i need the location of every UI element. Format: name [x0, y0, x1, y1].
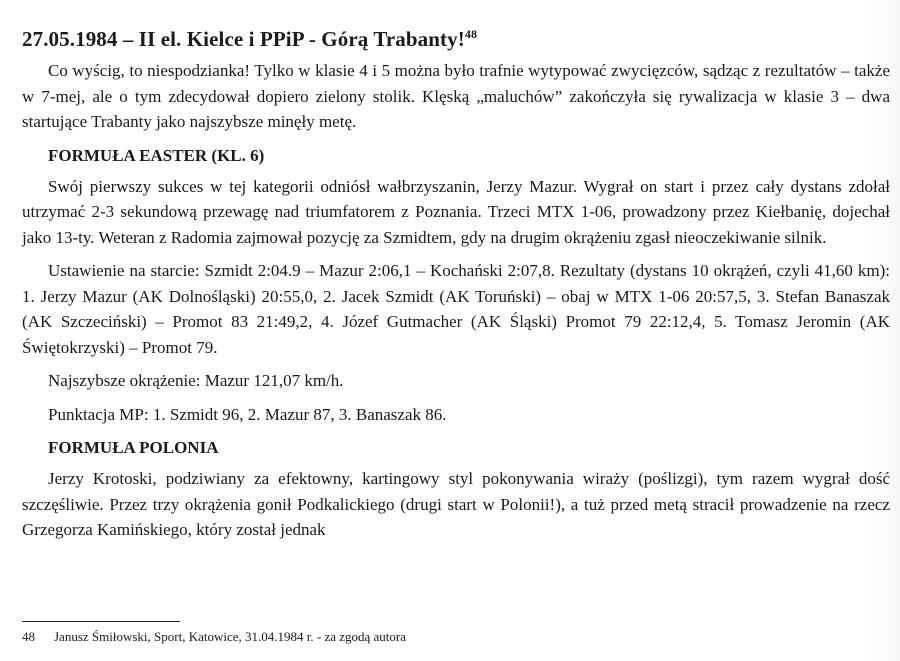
easter-paragraph-fastest-lap: Najszybsze okrążenie: Mazur 121,07 km/h. — [48, 371, 344, 390]
easter-paragraph-standings: Punktacja MP: 1. Szmidt 96, 2. Mazur 87, 3. Banaszak 86. — [48, 404, 447, 424]
article-body — [22, 26, 890, 543]
section-heading-polonia: FORMUŁA POLONIA — [48, 438, 219, 457]
section-heading-easter: FORMUŁA EASTER (KL. 6) — [48, 145, 265, 165]
article-title — [22, 26, 890, 52]
footnote — [22, 628, 406, 646]
footnote-number: 48 — [22, 629, 35, 644]
footnote-divider — [22, 621, 180, 622]
polonia-paragraph-1: Jerzy Krotoski, podziwiany za efektowny, kartingowy styl pokonywania wiraży (poślizgi), tym razem wygrał dość szczęśliwie. Przez trzy okrążenia gonił Podkalickiego (drugi start w Polonii!), a tuż przed metą stracił prowadzenie na rzecz Grzegorza Kamińskiego, który został jednak — [22, 469, 890, 539]
footnote-text: Janusz Śmiłowski, Sport, Katowice, 31.04.1984 r. - za zgodą autora — [54, 629, 407, 644]
footnote-reference: 48 — [464, 27, 478, 41]
article-title-text: 27.05.1984 – II el. Kielce i PPiP - Górą Trabanty! — [22, 27, 465, 51]
easter-paragraph-results: Ustawienie na starcie: Szmidt 2:04.9 – Mazur 2:06,1 – Kochański 2:07,8. Rezultaty (dystans 10 okrążeń, czyli 41,60 km): 1. Jerzy Mazur (AK Dolnośląski) 20:55,0, 2. Jacek Szmidt (AK Toruński) – obaj w MTX 1-06 20:57,5, 3. Stefan Banaszak (AK Szczeciński) – Promot 83 21:49,2, 4. Józef Gutmacher (AK Śląski) Promot 79 22:12,4, 5. Tomasz Jeromin (AK Świętokrzyski) – Promot 79. — [22, 261, 890, 357]
easter-paragraph-1: Swój pierwszy sukces w tej kategorii odniósł wałbrzyszanin, Jerzy Mazur. Wygrał on start i przez cały dystans zdołał utrzymać 2-3 sekundową przewagę nad triumfatorem z Poznania. Trzeci MTX 1-06, prowadzony przez Kiełbanię, dojechał jako 13-ty. Weteran z Radomia zajmował pozycję za Szmidtem, gdy na drugim okrążeniu zgasł nieoczekiwanie silnik. — [22, 176, 890, 247]
intro-paragraph: Co wyścig, to niespodzianka! Tylko w klasie 4 i 5 można było trafnie wytypować zwycięzców, sądząc z rezultatów – także w 7-mej, ale o tym zdecydował dopiero zielony stolik. Klęską „maluchów” zakończyła się rywalizacja w klasie 3 – dwa startujące Trabanty jako najszybsze minęły metę. — [22, 61, 890, 131]
